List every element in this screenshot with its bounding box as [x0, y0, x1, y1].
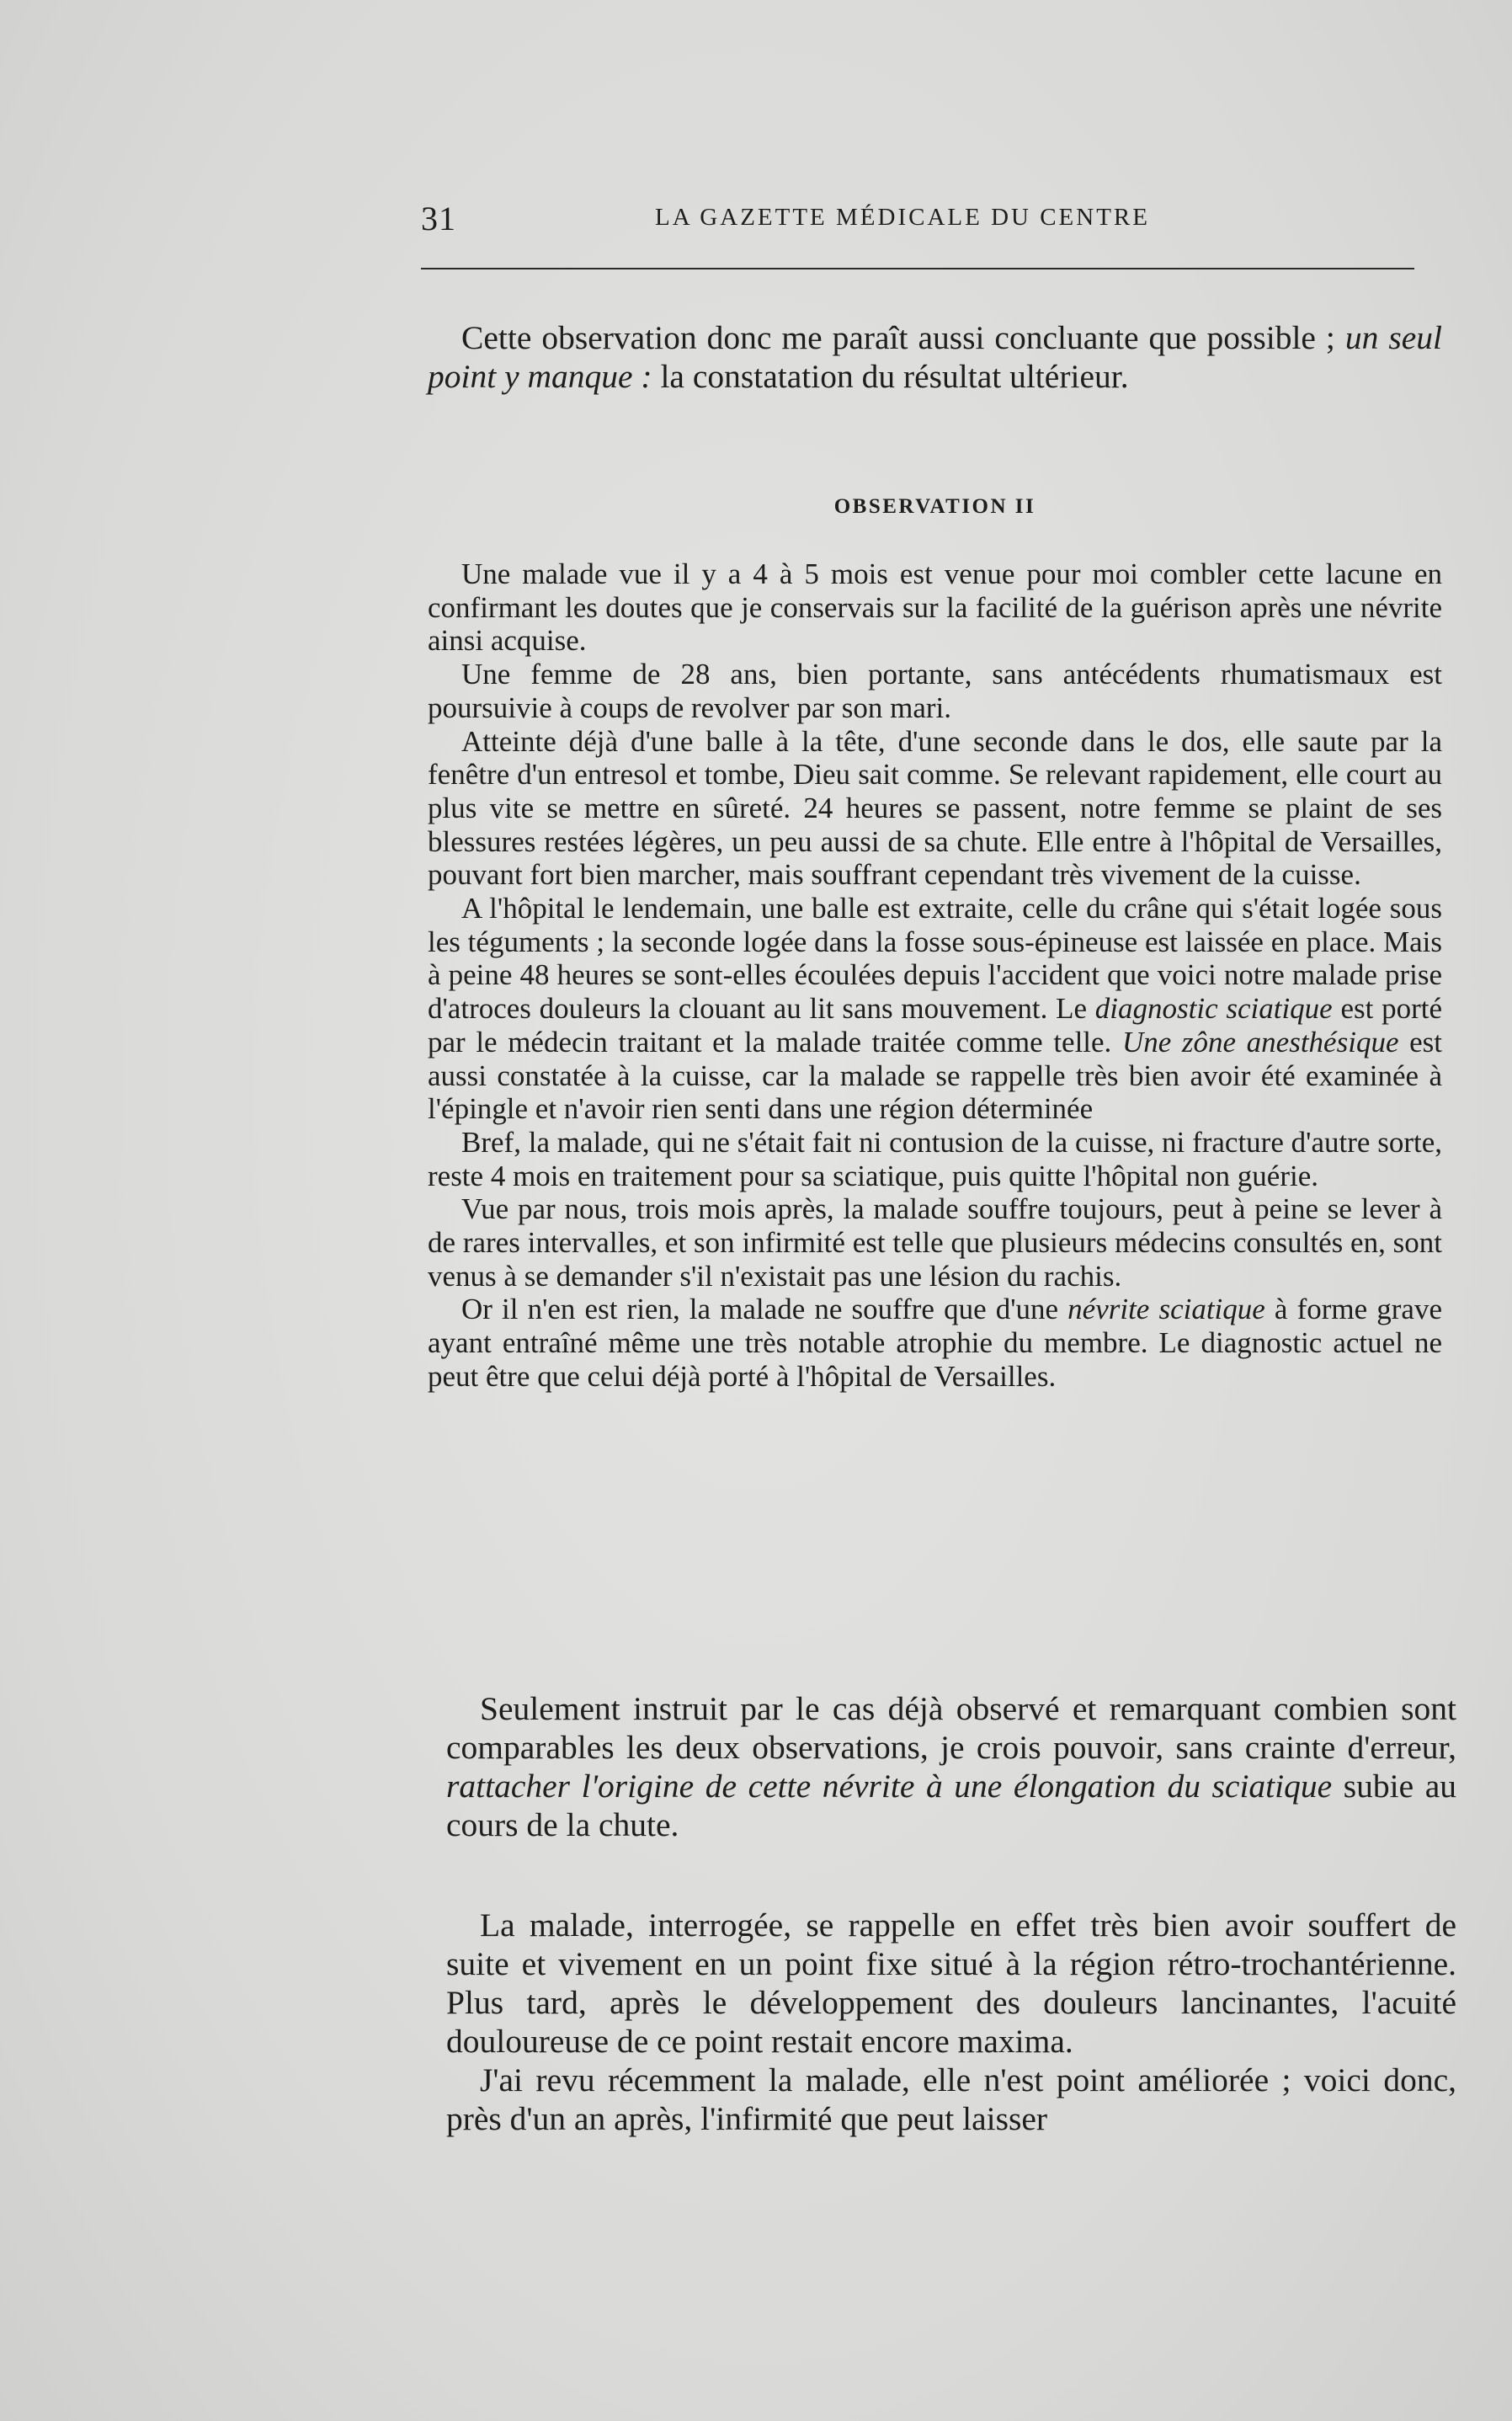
- intro-italic: un seul point y manque :: [428, 319, 1442, 395]
- case-block: [428, 557, 1442, 1394]
- case-p7-text-b: à forme grave ayant entraîné même une très notable atrophie du membre. Le diagnostic actuel ne peut être que celui déjà porté à l'hôpital de Versailles.: [428, 1293, 1442, 1393]
- observation-title: OBSERVATION II: [833, 495, 1036, 518]
- closing-paragraph-1: La malade, interrogée, se rappelle en effet très bien avoir souffert de suite et vivement en un point fixe situé à la région rétro-trochantérienne. Plus tard, après le développement des douleurs lancinantes, l'acuité douloureuse de ce point restait encore maxima.: [446, 1906, 1456, 2060]
- case-paragraph-5: Bref, la malade, qui ne s'était fait ni contusion de la cuisse, ni fracture d'autre sorte, reste 4 mois en traitement pour sa sciatique, puis quitte l'hôpital non guérie.: [428, 1125, 1442, 1192]
- page-number: 31: [421, 200, 456, 237]
- case-p7-text-a: Or il n'en est rien, la malade ne souffre que d'une: [461, 1293, 1068, 1326]
- case-p4-italic-1: diagnostic sciatique: [1094, 992, 1333, 1026]
- intro-paragraph: [428, 318, 1442, 396]
- case-p4-text-b: est porté par le médecin traitant et la malade traitée comme telle.: [428, 992, 1442, 1059]
- closing-paragraph-2: J'ai revu récemment la malade, elle n'est point améliorée ; voici donc, près d'un an après, l'infirmité que peut laisser: [446, 2061, 1456, 2137]
- case-paragraph-7: [428, 1293, 1442, 1393]
- conclusion-italic: rattacher l'origine de cette névrite à une élongation du sciatique: [446, 1768, 1333, 1805]
- case-p7-italic: névrite sciatique: [1067, 1293, 1265, 1326]
- conclusion-text-b: subie au cours de la chute.: [446, 1768, 1456, 1843]
- case-p4-text-c: est aussi constatée à la cuisse, car la malade se rappelle très bien avoir été examinée à l'épingle et n'avoir rien senti dans une région déterminée: [428, 1025, 1442, 1126]
- case-paragraph-3: Atteinte déjà d'une balle à la tête, d'une seconde dans le dos, elle saute par la fenêtre d'un entresol et tombe, Dieu sait comme. Se relevant rapidement, elle court au plus vite se mettre en sûreté. 24 heures se passent, notre femme se plaint de ses blessures restées légères, un peu aussi de sa chute. Elle entre à l'hôpital de Versailles, pouvant fort bien marcher, mais souffrant cependant très vivement de la cuisse.: [428, 724, 1442, 892]
- intro-text-end: la constatation du résultat ultérieur.: [652, 358, 1129, 395]
- running-title: LA GAZETTE MÉDICALE DU CENTRE: [655, 204, 1150, 231]
- intro-text: Cette observation donc me paraît aussi concluante que possible ;: [461, 319, 1345, 356]
- case-paragraph-1: Une malade vue il y a 4 à 5 mois est venue pour moi combler cette lacune en confirmant les doutes que je conservais sur la facilité de la guérison après une névrite ainsi acquise.: [428, 557, 1442, 658]
- header-rule: [421, 268, 1414, 269]
- page-header: [421, 199, 1414, 241]
- case-p4-italic-2: Une zône anesthésique: [1121, 1025, 1399, 1059]
- closing-block: [446, 1906, 1456, 2138]
- conclusion-block: [446, 1689, 1456, 1844]
- case-p4-text-a: A l'hôpital le lendemain, une balle est extraite, celle du crâne qui s'était logée sous les téguments ; la seconde logée dans la fosse sous-épineuse est laissée en place. Mais à peine 48 heures se sont-elles écoulées depuis l'accident que voici notre malade prise d'atroces douleurs la clouant au lit sans mouvement. Le: [428, 892, 1442, 1026]
- conclusion-text-a: Seulement instruit par le cas déjà observé et remarquant combien sont comparables les deux observations, je crois pouvoir, sans crainte d'erreur,: [446, 1690, 1456, 1766]
- case-paragraph-2: Une femme de 28 ans, bien portante, sans antécédents rhumatismaux est poursuivie à coups de revolver par son mari.: [428, 658, 1442, 724]
- intro-block: [428, 318, 1442, 396]
- case-paragraph-6: Vue par nous, trois mois après, la malade souffre toujours, peut à peine se lever à de rares intervalles, et son infirmité est telle que plusieurs médecins consultés en, sont venus à se demander s'il n'existait pas une lésion du rachis.: [428, 1192, 1442, 1293]
- conclusion-paragraph: [446, 1689, 1456, 1844]
- case-paragraph-4: [428, 892, 1442, 1126]
